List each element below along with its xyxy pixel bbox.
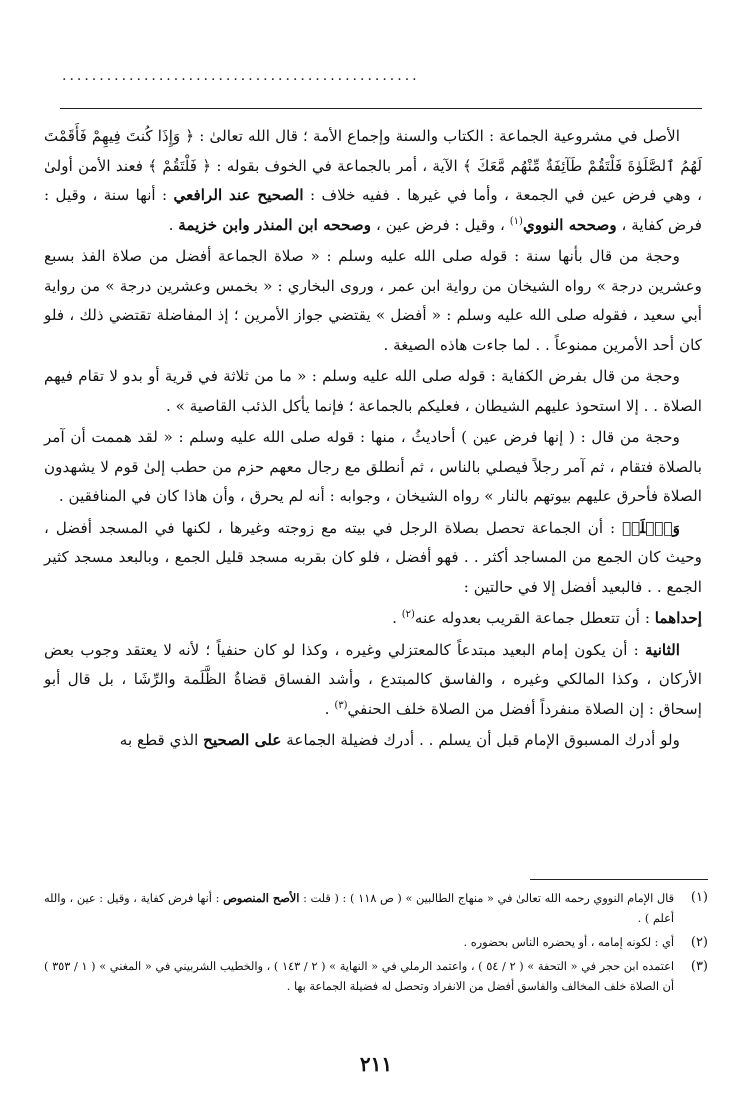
footnote-number: (٢) — [690, 935, 708, 950]
paragraph — [44, 122, 702, 240]
text-run: اعتمده ابن حجر في « التحفة » ( ٢ / ٥٤ ) ، واعتمد الرملي في « النهاية » ( ٢ / ١٤٣ ) ، والخطيب الشربيني في « المغني » ( ١ / ٣٥٣ ) أن الصلاة خلف المخالف والفاسق أفضل من الانفراد وتحصل له فضيلة الجماعة بها . — [44, 960, 675, 993]
text-run: . — [324, 699, 335, 718]
bold-term: على الصحيح — [203, 731, 282, 749]
text-run: : أنها فرض كفاية ، وقيل : عين ، والله أعلم ) . — [44, 892, 674, 925]
header-dots: ................................................ — [62, 68, 420, 84]
footnote-ref: (٣) — [334, 699, 348, 711]
text-run: وحجة من قال بأنها سنة : قوله صلى الله عليه وسلم : « صلاة الجماعة أفضل من صلاة الفذ بسبع وعشرين درجة » رواه الشيخان من رواية ابن عمر ، وروى البخاري : « بخمس وعشرين درجة » من رواية أبي سعيد ، فقوله صلى الله عليه وسلم : « أفضل » يقتضي جواز الأمرين ؛ إذ المفاضلة تقتضي ذلك ، فلو كان أحد الأمرين ممنوعاً . . لما جاءت هاذه الصيغة . — [44, 247, 702, 354]
bold-term: وصححه ابن المنذر وابن خزيمة — [178, 215, 372, 234]
text-run: . — [168, 215, 179, 234]
text-run: قال الإمام النووي رحمه الله تعالىٰ في « منهاج الطالبين » ( ص ١١٨ ) : ( قلت : — [299, 892, 674, 905]
text-run: أي : لكونه إمامه ، أو يحضره الناس بحضوره . — [463, 936, 674, 949]
footnote — [44, 888, 708, 929]
bold-term: الثانية — [644, 640, 680, 659]
text-run: ولو أدرك المسبوق الإمام قبل أن يسلم . . أدرك فضيلة الجماعة — [281, 731, 680, 749]
bold-term: الصحيح عند الرافعي — [173, 186, 304, 204]
text-run: : أن الجماعة تحصل بصلاة الرجل في بيته مع زوجته وغيرها ، لكنها في المسجد أفضل ، وحيث كان الجمع من المساجد أكثر . . فهو أفضل ، فلو كان بقربه مسجد قليل الجمع ، وبالبعد مسجد كثير الجمع . . فالبعيد أفضل إلا في حالتين : — [44, 518, 702, 596]
text-run: وحجة من قال بفرض الكفاية : قوله صلى الله عليه وسلم : « ما من ثلاثة في قرية أو بدو لا تقام فيهم الصلاة . . إلا استحوذ عليهم الشيطان ، فعليكم بالجماعة ؛ فإنما يأكل الذئب القاصية » . — [44, 367, 702, 415]
text-run: الذي قطع به — [119, 731, 204, 749]
footnote-ref: (٢) — [401, 608, 415, 620]
footnote-text — [44, 888, 674, 929]
paragraph — [44, 423, 702, 512]
bold-term: وصححه النووي — [522, 215, 617, 234]
text-run: وحجة من قال : ( إنها فرض عين ) أحاديثُ ، منها : قوله صلى الله عليه وسلم : « لقد هممت أن آمر بالصلاة فتقام ، ثم آمر رجلاً فيصلي بالناس ، ثم أنطلق مع رجال معهم حزم من حطب إلىٰ قوم لا يشهدون الصلاة فأحرق عليهم بيوتهم بالنار » رواه الشيخان ، وجوابه : أنه لم يحرق ، وأن هاذا كان في المنافقين . — [44, 428, 702, 505]
footnote-text — [44, 933, 674, 953]
footnote-rule — [530, 879, 708, 880]
footnote-number: (١) — [690, 890, 708, 905]
page-number: ٢١١ — [359, 1052, 393, 1076]
paragraph — [44, 362, 702, 421]
footnote — [44, 957, 708, 997]
footnote-number: (٣) — [690, 959, 708, 974]
footnote-text — [44, 957, 674, 997]
main-text — [44, 122, 702, 758]
text-run: الأصل في مشروعية الجماعة : الكتاب والسنة وإجماع الأمة ؛ قال الله تعالىٰ : ﴿ وَإِذَا كُنتَ فِيهِمْ فَأَقَمْتَ لَهُمُ ٱلصَّلَوٰةَ فَلْتَقُمْ طَآئِفَةٌ مِّنْهُم مَّعَكَ ﴾ الآية ، أمر بالجماعة في الخوف بقوله : ﴿ فَلْتَقُمْ ﴾ فعند الأمن أولىٰ ، وهي فرض عين في الجمعة ، وأما في غيرها . ففيه خلاف : — [44, 127, 702, 204]
paragraph — [44, 604, 702, 634]
text-run: . — [392, 609, 402, 627]
bold-term: الأصح المنصوص — [223, 891, 300, 905]
text-run: : أن تتعطل جماعة القريب بعدوله عنه — [414, 609, 655, 627]
paragraph — [44, 726, 702, 756]
footnote-ref: (١) — [509, 215, 523, 227]
footnote — [44, 933, 708, 953]
text-run: ، وقيل : فرض عين ، — [371, 215, 510, 234]
paragraph — [44, 636, 702, 725]
paragraph — [44, 242, 702, 360]
text-run: : أن يكون إمام البعيد مبتدعاً كالمعتزلي وغيره ، وكذا لو كان حنفياً ؛ لأنه لا يعتقد وجوب بعض الأركان ، وكذا المالكي وغيره ، والفاسق كالمبتدع ، وأشد الفساق قضاةُ الظَّلَمة والرِّشَا ، بل قال أبو إسحاق : إن الصلاة منفرداً أفضل من الصلاة خلف الحنفي — [44, 640, 702, 718]
paragraph — [44, 514, 702, 603]
bold-term: إحداهما — [654, 609, 702, 627]
footnotes — [44, 888, 708, 1001]
top-rule — [60, 108, 702, 109]
text-run: : أنها سنة ، وقيل : فرض كفاية ، — [44, 186, 702, 234]
bold-term: وَٱعۡلَمۡ — [622, 518, 680, 537]
